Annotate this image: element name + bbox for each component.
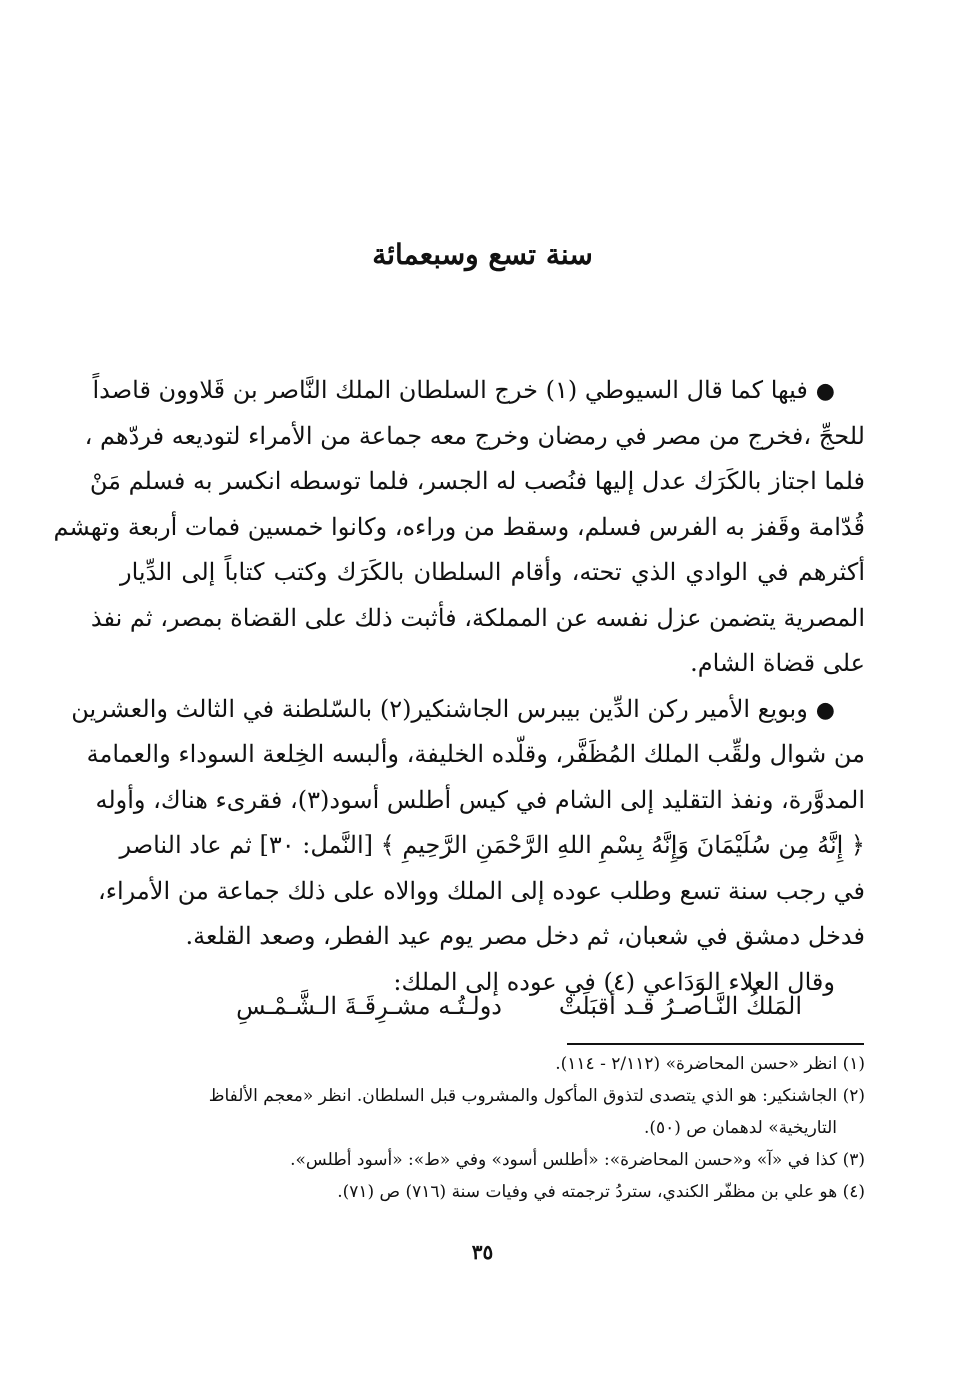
paragraph-2-line-1: ●وبويع الأمير ركن الدِّين بيبرس الجاشنكير(٢) بالسّلطنة في الثالث والعشرين xyxy=(71,694,835,723)
page-number: ٣٥ xyxy=(471,1240,494,1264)
paragraph-1-line-5: أكثرهم في الوادي الذي تحته، وأقام السلطان بالكَرَك وكتب كتاباً إلى الدِّيار xyxy=(120,558,865,586)
paragraph-1-line-6: المصرية يتضمن عزل نفسه عن المملكة، فأثبت ذلك على القضاة بمصر، ثم نفذ xyxy=(90,603,865,632)
paragraph-1-line-3: فلما اجتاز بالكَرَك عدل إليها فنُصب له الجسر، فلما توسطه انكسر به فسلم مَنْ xyxy=(89,467,865,495)
paragraph-2-line-2: من شوال ولقِّب الملك المُظَفَّر، وقلّده الخليفة، وألبسه الخِلعة السوداء والعمامة xyxy=(86,740,865,768)
footnote-divider xyxy=(567,1043,864,1045)
bullet-icon: ● xyxy=(815,697,835,723)
paragraph-1-line-4: قُدّامة وقَفز به الفرس فسلم، وسقط من وراءه، وكانوا خمسين فمات أربعة وتهشم xyxy=(53,512,865,541)
paragraph-1-line-7: على قضاة الشام. xyxy=(690,649,865,677)
poem-intro: وقال العلاء الوَدَاعي (٤) في عوده إلى الملك: xyxy=(393,967,835,996)
chapter-title: سنة تسع وسبعمائة xyxy=(372,238,593,271)
main-text xyxy=(53,368,865,1005)
footnote-2: (٢) الجاشنكير: هو الذي يتصدى لتذوق المأكول والمشروب قبل السلطان. انظر «معجم الألفاظ xyxy=(208,1086,865,1106)
paragraph-2-line-6: فدخل دمشق في شعبان، ثم دخل مصر يوم عيد الفطر، وصعد القلعة. xyxy=(185,922,865,950)
paragraph-2-line-4: ﴿ إِنَّهُ مِن سُلَيْمَانَ وَإِنَّهُ بِسْمِ اللهِ الرَّحْمَنِ الرَّحِيمِ ﴾ [النَّمل: ٣٠] ثم عاد الناصر xyxy=(119,831,865,859)
verse-second-hemistich: دولـتُـه مشـرِقَـةَ الـشَّـمْـسِ xyxy=(236,992,502,1020)
footnote-1: (١) انظر «حسن المحاضرة» (٢/١١٢ - ١١٤). xyxy=(555,1054,865,1074)
bullet-icon: ● xyxy=(815,379,835,404)
verse-first-hemistich: المَلكُ النَّـاصـرُ قـد أقبَلَتْ xyxy=(558,992,802,1020)
footnote-3: (٣) كذا في «آ» و«حسن المحاضرة»: «أطلس أسود» وفي «ط»: «أسود أطلس». xyxy=(290,1150,865,1170)
paragraph-1-line-1: ●فيها كما قال السيوطي (١) خرج السلطان الملك النَّاصر بن قَلاوون قاصداً xyxy=(92,376,835,404)
footnotes xyxy=(105,1048,865,1208)
paragraph-1-line-2: للحجِّ ،فخرج من مصر في رمضان وخرج معه جماعة من الأمراء لتوديعه فردّهم ، xyxy=(84,421,865,450)
footnote-4: (٤) هو علي بن مظفّر الكندي، ستردُ ترجمته في وفيات سنة (٧١٦) ص (٧١). xyxy=(337,1182,865,1202)
footnote-2-continued: التاريخية» لدهمان ص (٥٠). xyxy=(643,1118,837,1138)
paragraph-2-line-3: المدوَّرة، ونفذ التقليد إلى الشام في كيس أطلس أسود(٣)، فقرىء هناك، وأوله xyxy=(95,785,865,814)
paragraph-2-line-5: في رجب سنة تسع وطلب عوده إلى الملك ووالاه على ذلك جماعة من الأمراء، xyxy=(97,876,865,905)
